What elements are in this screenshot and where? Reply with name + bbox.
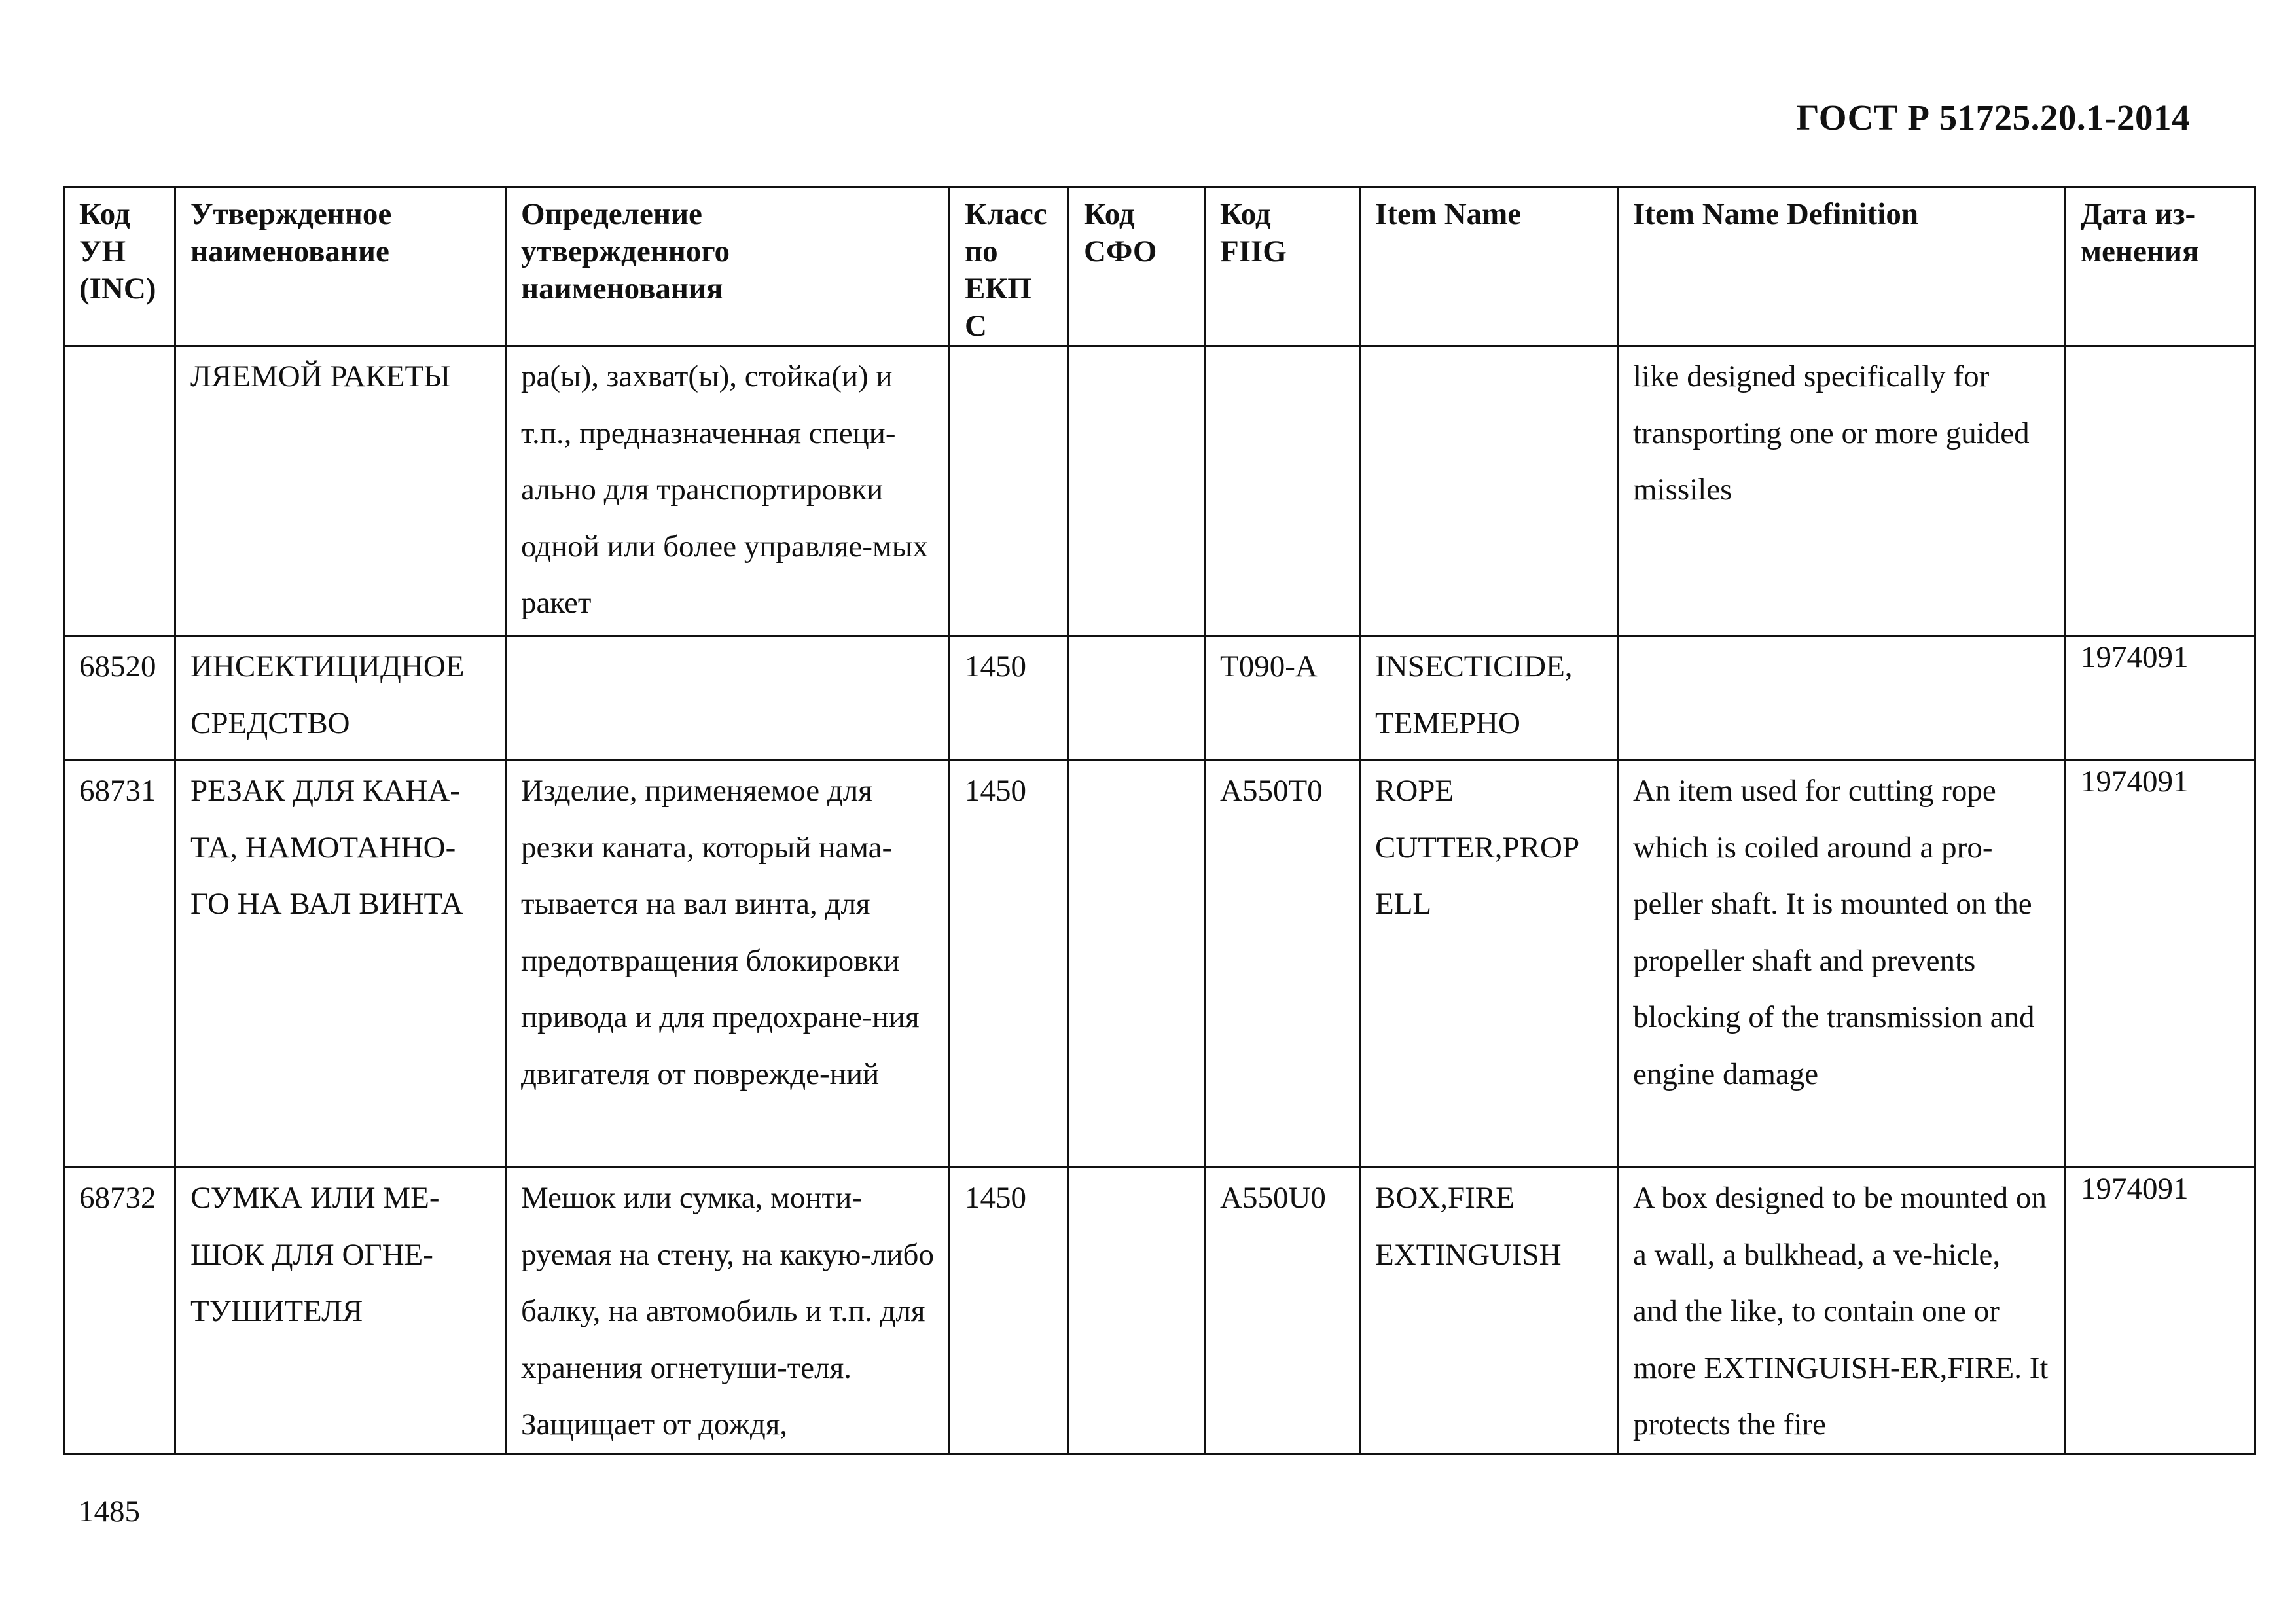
column-header-inc: Код УН (INC) [64, 187, 175, 346]
column-header-definition: Определение утвержденного наименования [506, 187, 950, 346]
column-header-change-date: Дата из- менения [2066, 187, 2255, 346]
cell-approved-name: ЛЯЕМОЙ РАКЕТЫ [175, 346, 506, 636]
cell-item-definition: A box designed to be mounted on a wall, a bulkhead, a ve-hicle, and the like, to contain one or more EXTINGUISH-ER,FIRE. It protects the fire [1618, 1168, 2066, 1454]
cell-definition [506, 636, 950, 761]
table-row [64, 346, 2255, 636]
cell-item-definition: like designed specifically for transporting one or more guided missiles [1618, 346, 2066, 636]
cell-item-definition [1618, 636, 2066, 761]
cell-definition: Мешок или сумка, монти-руемая на стену, на какую-либо балку, на автомобиль и т.п. для хранения огнетуши-теля. Защищает от дождя, [506, 1168, 950, 1454]
cell-fiig-code: A550U0 [1205, 1168, 1360, 1454]
cell-approved-name: ИНСЕКТИЦИДНОЕ СРЕДСТВО [175, 636, 506, 761]
cell-inc: 68731 [64, 761, 175, 1168]
cell-fiig-code: T090-A [1205, 636, 1360, 761]
cell-inc: 68732 [64, 1168, 175, 1454]
cell-item-definition: An item used for cutting rope which is coiled around a pro-peller shaft. It is mounted on the propeller shaft and prevents blocking of the transmission and engine damage [1618, 761, 2066, 1168]
cell-inc [64, 346, 175, 636]
cell-item-name [1360, 346, 1618, 636]
cell-change-date: 1974091 [2066, 636, 2255, 761]
catalog-table [63, 186, 2256, 1455]
cell-definition: Изделие, применяемое для резки каната, который нама-тывается на вал винта, для предотвращения блокировки привода и для предохране-ния двигателя от поврежде-ний [506, 761, 950, 1168]
cell-change-date: 1974091 [2066, 1168, 2255, 1454]
cell-item-name: INSECTICIDE, TEMEPHO [1360, 636, 1618, 761]
cell-fiig-code: A550T0 [1205, 761, 1360, 1168]
cell-ekps-class: 1450 [950, 761, 1069, 1168]
table-row [64, 761, 2255, 1168]
cell-approved-name: СУМКА ИЛИ МЕ-ШОК ДЛЯ ОГНЕ-ТУШИТЕЛЯ [175, 1168, 506, 1454]
page-number: 1485 [79, 1494, 140, 1528]
column-header-approved-name: Утвержденное наименование [175, 187, 506, 346]
cell-sfo-code [1069, 1168, 1205, 1454]
cell-ekps-class: 1450 [950, 1168, 1069, 1454]
cell-approved-name: РЕЗАК ДЛЯ КАНА-ТА, НАМОТАННО-ГО НА ВАЛ ВИНТА [175, 761, 506, 1168]
cell-sfo-code [1069, 636, 1205, 761]
column-header-item-definition: Item Name Definition [1618, 187, 2066, 346]
cell-sfo-code [1069, 761, 1205, 1168]
cell-change-date: 1974091 [2066, 761, 2255, 1168]
column-header-item-name: Item Name [1360, 187, 1618, 346]
column-header-sfo-code: Код СФО [1069, 187, 1205, 346]
table-row [64, 636, 2255, 761]
table-row [64, 1168, 2255, 1454]
cell-item-name: ROPE CUTTER,PROP ELL [1360, 761, 1618, 1168]
cell-item-name: BOX,FIRE EXTINGUISH [1360, 1168, 1618, 1454]
column-header-fiig-code: Код FIIG [1205, 187, 1360, 346]
cell-ekps-class: 1450 [950, 636, 1069, 761]
cell-definition: ра(ы), захват(ы), стойка(и) и т.п., предназначенная специ-ально для транспортировки одной или более управляе-мых ракет [506, 346, 950, 636]
cell-sfo-code [1069, 346, 1205, 636]
column-header-ekps-class: Класс по ЕКП С [950, 187, 1069, 346]
cell-inc: 68520 [64, 636, 175, 761]
document-code: ГОСТ Р 51725.20.1-2014 [1796, 98, 2190, 137]
table-header-row [64, 187, 2255, 346]
cell-ekps-class [950, 346, 1069, 636]
cell-fiig-code [1205, 346, 1360, 636]
cell-change-date [2066, 346, 2255, 636]
